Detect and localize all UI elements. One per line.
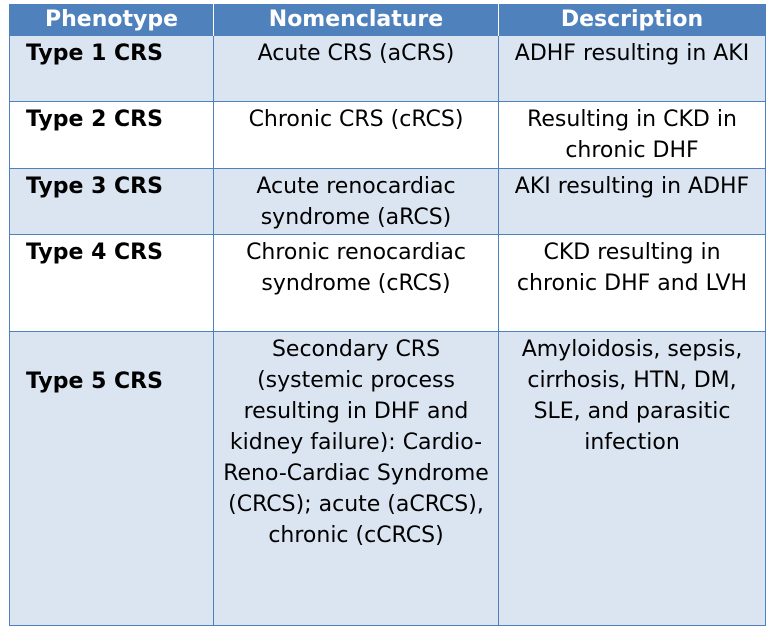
- table-row: [10, 169, 766, 235]
- header-row: [10, 4, 766, 36]
- nomenclature-cell: Chronic renocardiac syndrome (cRCS): [214, 235, 499, 332]
- phenotype-cell: Type 5 CRS: [10, 332, 214, 626]
- phenotype-cell: Type 2 CRS: [10, 102, 214, 169]
- description-cell: CKD resulting in chronic DHF and LVH: [499, 235, 766, 332]
- table-row: [10, 36, 766, 102]
- nomenclature-cell: Secondary CRS (systemic process resulting in DHF and kidney failure): Cardio-Reno-Cardiac Syndrome (CRCS); acute (aCRCS), chronic (cCRCS): [214, 332, 499, 626]
- nomenclature-cell: Acute CRS (aCRS): [214, 36, 499, 102]
- header-description: Description: [499, 4, 766, 36]
- table-row: [10, 332, 766, 626]
- description-cell: Amyloidosis, sepsis, cirrhosis, HTN, DM, SLE, and parasitic infection: [499, 332, 766, 626]
- header-nomenclature: Nomenclature: [214, 4, 499, 36]
- phenotype-cell: Type 3 CRS: [10, 169, 214, 235]
- table-row: [10, 102, 766, 169]
- description-cell: Resulting in CKD in chronic DHF: [499, 102, 766, 169]
- header-phenotype: Phenotype: [10, 4, 214, 36]
- crs-phenotype-table: [9, 4, 766, 626]
- table-body: [10, 36, 766, 626]
- table-header: [10, 4, 766, 36]
- nomenclature-cell: Chronic CRS (cRCS): [214, 102, 499, 169]
- nomenclature-cell: Acute renocardiac syndrome (aRCS): [214, 169, 499, 235]
- description-cell: ADHF resulting in AKI: [499, 36, 766, 102]
- description-cell: AKI resulting in ADHF: [499, 169, 766, 235]
- phenotype-cell: Type 1 CRS: [10, 36, 214, 102]
- phenotype-cell: Type 4 CRS: [10, 235, 214, 332]
- table-row: [10, 235, 766, 332]
